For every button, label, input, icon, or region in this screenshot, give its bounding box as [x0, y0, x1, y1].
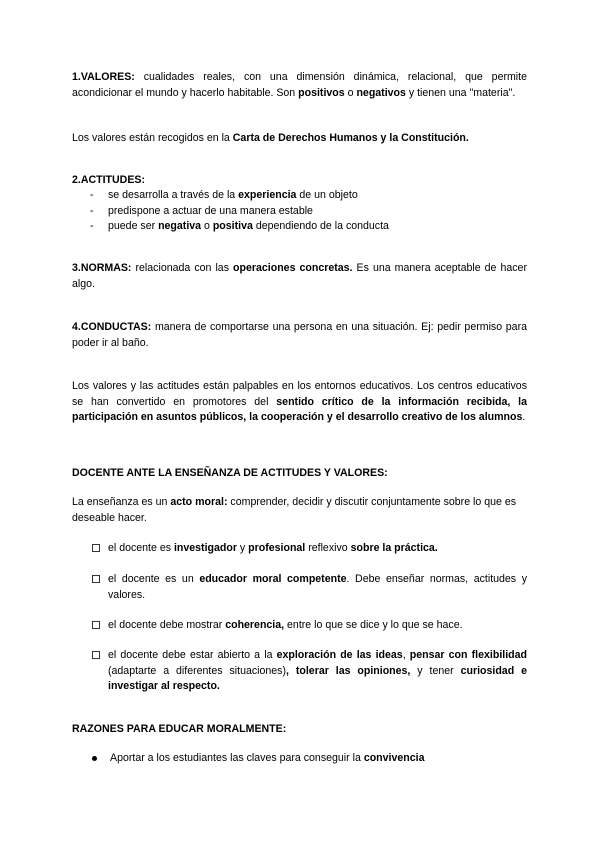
actitudes-list [72, 188, 527, 235]
docente-item: el docente es investigador y profesional reflexivo sobre la práctica. [92, 541, 527, 557]
docente-item: el docente debe mostrar coherencia, entre lo que se dice y lo que se hace. [92, 618, 527, 634]
docente-intro: La enseñanza es un acto moral: comprender, decidir y discutir conjuntamente sobre lo que es deseable hacer. [72, 496, 517, 524]
entornos-paragraph: Los valores y las actitudes están palpables en los entornos educativos. Los centros educativos se han convertido en promotores del sentido crítico de la información recibida, la participación en asuntos públicos, la cooperación y el desarrollo creativo de los alumnos. [72, 380, 527, 423]
checkbox-icon[interactable] [92, 544, 100, 552]
docente-heading: DOCENTE ANTE LA ENSEÑANZA DE ACTITUDES Y VALORES: [72, 467, 388, 479]
valores-paragraph: 1.VALORES: cualidades reales, con una dimensión dinámica, relacional, que permite acondicionar el mundo y hacerlo habitable. Son positivos o negativos y tienen una "materia". [72, 71, 527, 99]
list-item: - puede ser negativa o positiva dependiendo de la conducta [72, 219, 527, 235]
conductas-heading: 4.CONDUCTAS: [72, 321, 152, 333]
conductas-paragraph: 4.CONDUCTAS: manera de comportarse una persona en una situación. Ej: pedir permiso para poder ir al baño. [72, 321, 527, 349]
docente-item: el docente debe estar abierto a la exploración de las ideas, pensar con flexibilidad (adaptarte a diferentes situaciones), tolerar las opiniones, y tener curiosidad e investigar al respecto. [92, 648, 527, 695]
bullet-icon [92, 756, 97, 761]
docente-item: el docente es un educador moral competente. Debe enseñar normas, actitudes y valores. [92, 572, 527, 603]
list-item: - se desarrolla a través de la experiencia de un objeto [72, 188, 527, 204]
checkbox-icon[interactable] [92, 621, 100, 629]
actitudes-heading: 2.ACTITUDES: [72, 174, 145, 186]
checkbox-icon[interactable] [92, 651, 100, 659]
razones-heading: RAZONES PARA EDUCAR MORALMENTE: [72, 723, 287, 735]
checkbox-icon[interactable] [92, 575, 100, 583]
valores-recogidos-paragraph: Los valores están recogidos en la Carta de Derechos Humanos y la Constitución. [72, 132, 469, 144]
razones-item: Aportar a los estudiantes las claves para conseguir la convivencia [92, 751, 527, 767]
normas-heading: 3.NORMAS: [72, 262, 132, 274]
list-item: - predispone a actuar de una manera estable [72, 204, 527, 220]
normas-paragraph: 3.NORMAS: relacionada con las operaciones concretas. Es una manera aceptable de hacer algo. [72, 262, 527, 290]
valores-heading: 1.VALORES: [72, 71, 135, 83]
